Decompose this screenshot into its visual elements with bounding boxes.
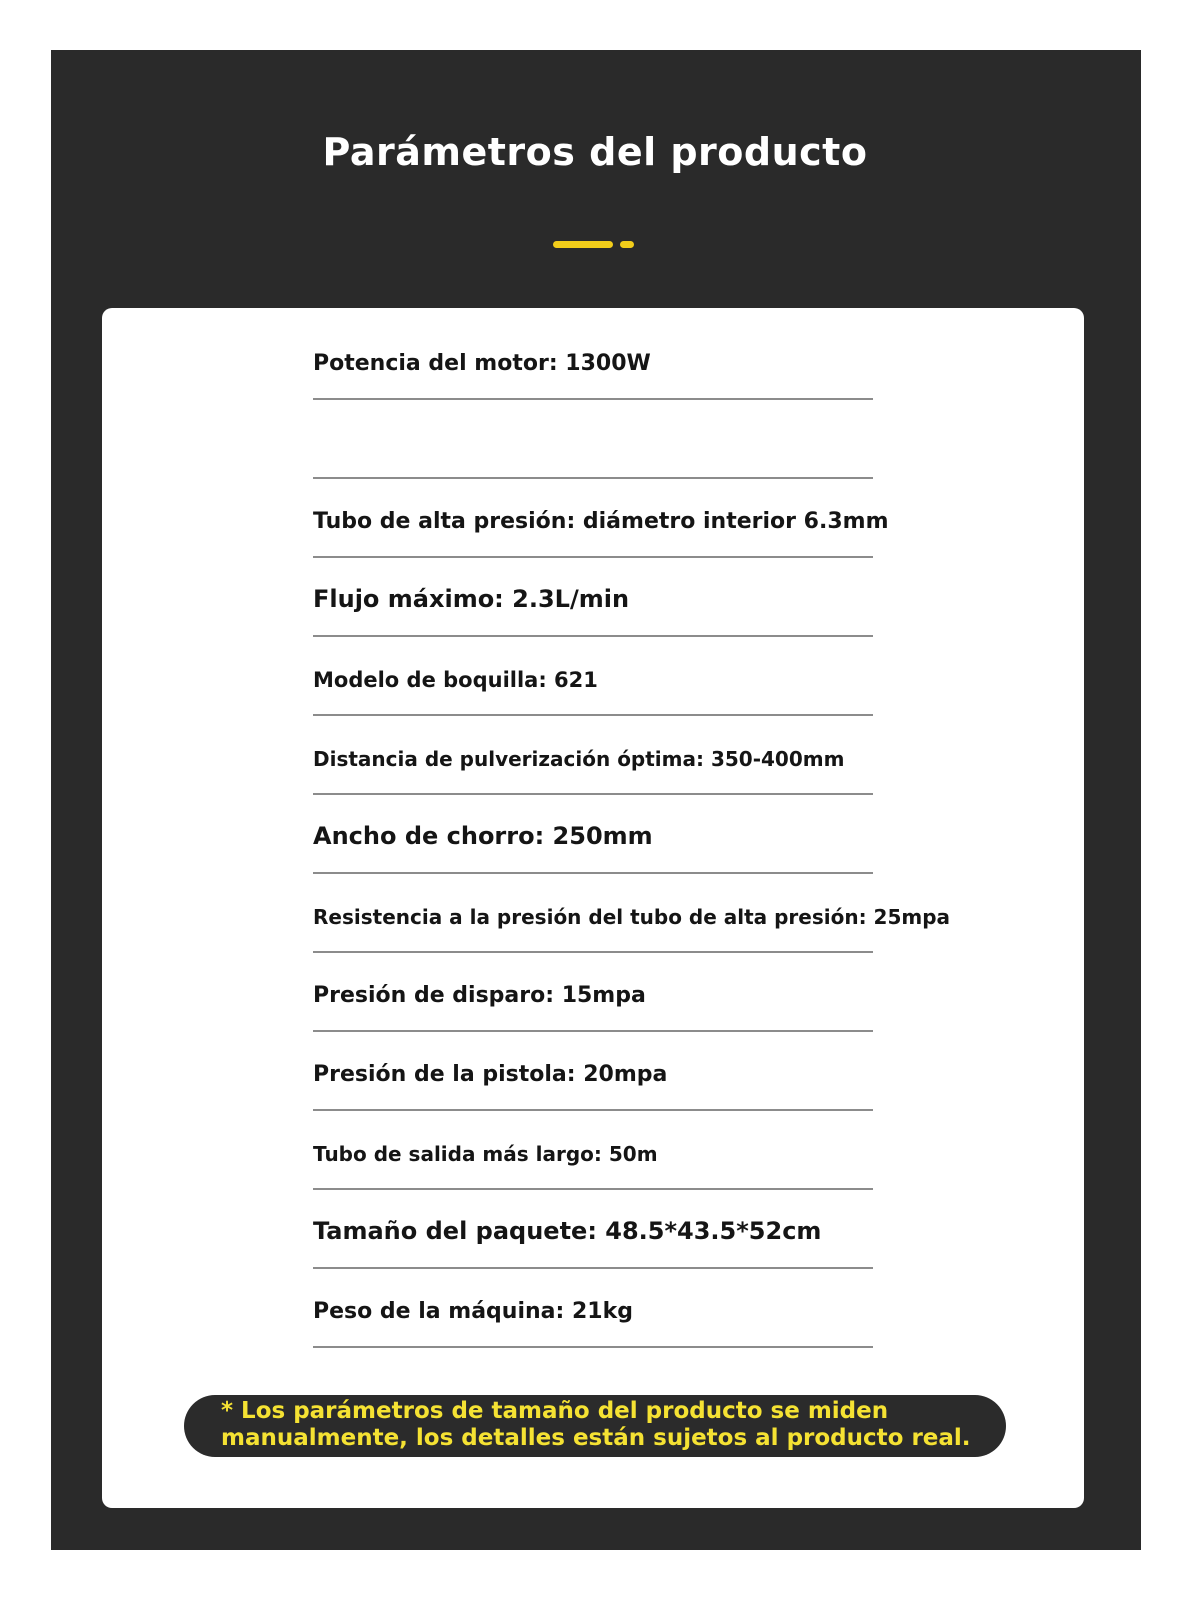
spec-text: Presión de disparo: 15mpa: [313, 983, 646, 1008]
spec-row-nozzle-model: [313, 637, 873, 716]
spec-row-motor-power: [313, 321, 873, 400]
disclaimer-note: * Los parámetros de tamaño del producto se miden manualmente, los detalles están sujetos al producto real.: [184, 1395, 1006, 1457]
spec-row-trigger-pressure: [313, 953, 873, 1032]
spec-text: Modelo de boquilla: 621: [313, 668, 598, 692]
spec-text: Potencia del motor: 1300W: [313, 351, 651, 376]
spec-text: Tubo de salida más largo: 50m: [313, 1142, 658, 1166]
spec-row-hose-diameter: [313, 479, 889, 558]
accent-bar-long: [553, 241, 613, 248]
spec-row-max-flow: [313, 558, 873, 637]
spec-text: Resistencia a la presión del tubo de alta presión: 25mpa: [313, 905, 951, 929]
spec-row-empty: [313, 400, 873, 479]
spec-row-gun-pressure: [313, 1032, 873, 1111]
spec-text: Tamaño del paquete: 48.5*43.5*52cm: [313, 1217, 822, 1245]
spec-row-package-size: [313, 1190, 873, 1269]
spec-text: Distancia de pulverización óptima: 350-400mm: [313, 747, 845, 771]
spec-text: Flujo máximo: 2.3L/min: [313, 585, 630, 613]
spec-row-hose-pressure-resistance: [313, 874, 951, 953]
spec-text: Presión de la pistola: 20mpa: [313, 1062, 668, 1087]
spec-row-outlet-hose-length: [313, 1111, 873, 1190]
spec-row-spray-distance: [313, 716, 873, 795]
spec-row-jet-width: [313, 795, 873, 874]
spec-row-machine-weight: [313, 1269, 873, 1348]
page-title: Parámetros del producto: [322, 130, 868, 174]
spec-text: Peso de la máquina: 21kg: [313, 1299, 633, 1324]
accent-bar-short: [620, 241, 634, 248]
spec-text: Ancho de chorro: 250mm: [313, 822, 653, 850]
spec-text: Tubo de alta presión: diámetro interior 6.3mm: [313, 509, 889, 534]
